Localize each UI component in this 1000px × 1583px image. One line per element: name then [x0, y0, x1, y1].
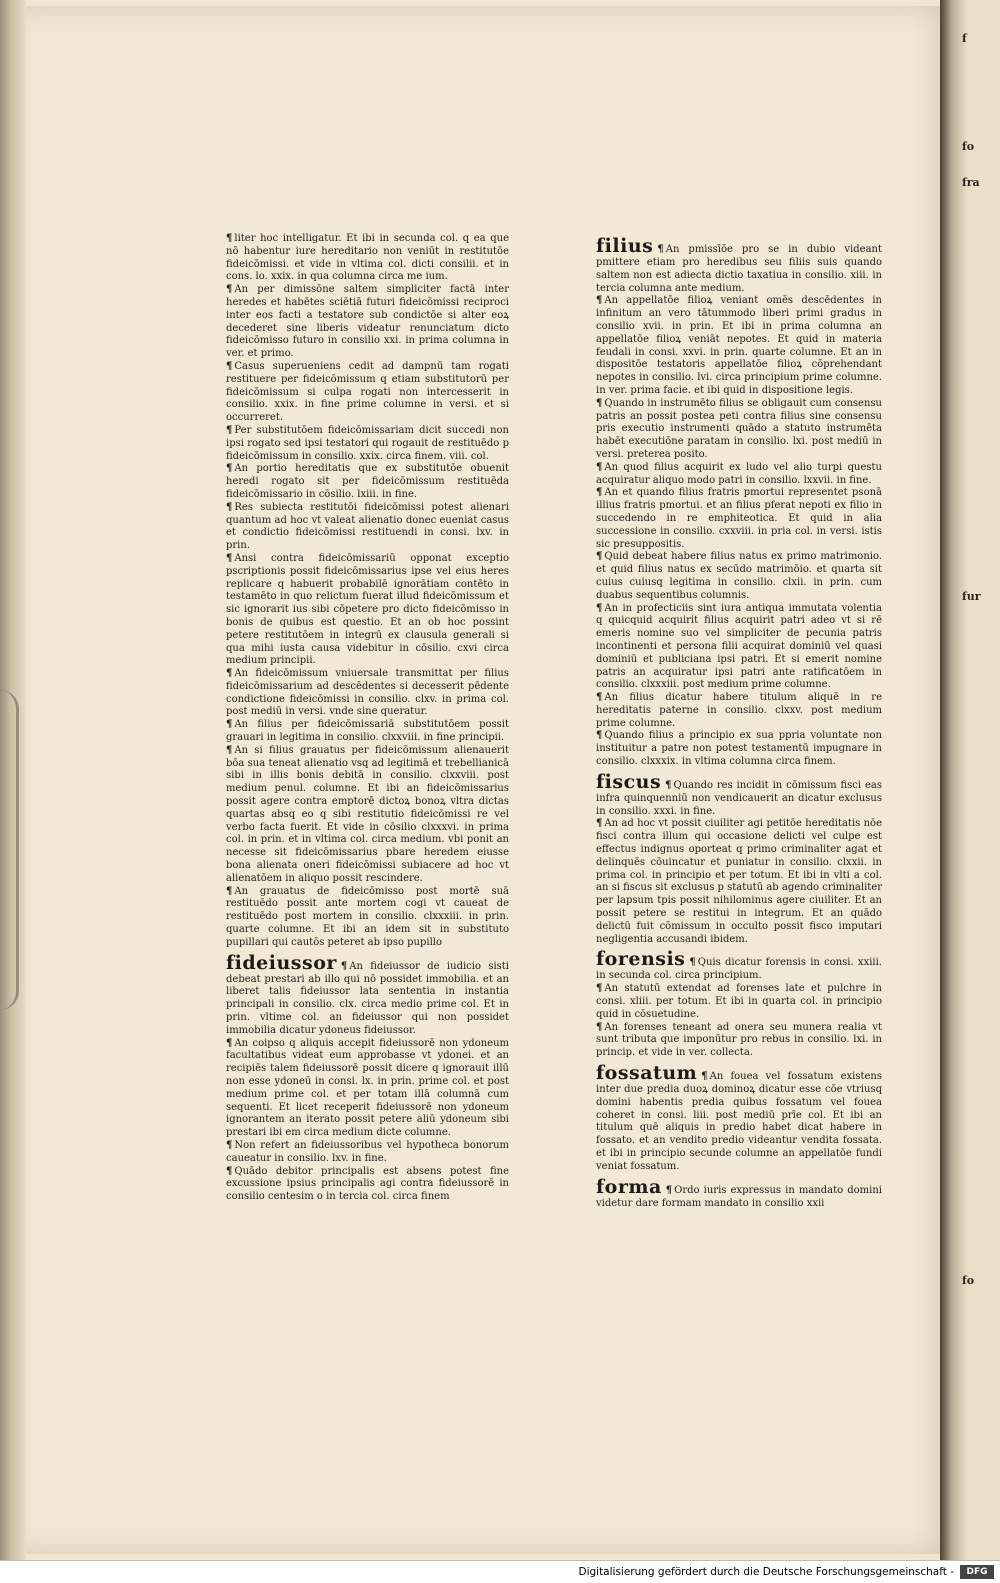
entry-text: An filius dicatur habere titulum aliquē in re hereditatis paterne in consilio. clxxv. post medium prime columne. — [596, 692, 882, 729]
fragment-line — [962, 840, 996, 858]
fragment-line — [962, 606, 996, 624]
fragment-line — [962, 192, 996, 210]
fragment-line — [962, 624, 996, 642]
text-entry — [596, 1174, 882, 1211]
footer-funding-text: Digitalisierung gefördert durch die Deutsche Forschungsgemeinschaft - — [578, 1566, 954, 1578]
entry-text: Per substitutōem fideicōmissariam dicit succedi non ipsi rogato sed ipsi testatori qui rogauit de restituēdo p fideicōmissum in consilio. xxix. circa finem. viii. col. — [226, 424, 509, 462]
text-entry — [596, 295, 882, 397]
pilcrow-icon: ¶ — [657, 244, 664, 255]
fragment-line — [962, 1002, 996, 1020]
fragment-line — [962, 750, 996, 768]
pilcrow-icon: ¶ — [596, 692, 603, 704]
fragment-line — [962, 390, 996, 408]
text-entry — [226, 668, 509, 719]
text-entry — [596, 730, 882, 768]
fragment-line — [962, 642, 996, 660]
fragment-line — [962, 912, 996, 930]
text-entry — [226, 950, 509, 1038]
entry-text: Quādo debitor principalis est absens potest fine excussione ipsius principalis agi contra fideiussorē in consilio centesim o in tercia col. circa finem — [226, 1165, 509, 1203]
fragment-line — [962, 678, 996, 696]
fragment-line — [962, 48, 996, 66]
fragment-line — [962, 408, 996, 426]
pilcrow-icon: ¶ — [226, 885, 233, 897]
pilcrow-icon: ¶ — [226, 1165, 233, 1177]
fragment-line — [962, 714, 996, 732]
pilcrow-icon: ¶ — [226, 1037, 233, 1049]
fragment-line — [962, 480, 996, 498]
entry-text: Quando res incidit in cōmissum fisci eas infra quinquenniū non vendicauerit an dicatur exclusus in consilio. xxxi. in fine. — [596, 779, 882, 817]
fragment-line — [962, 1020, 996, 1038]
entry-text: An in profecticiis sint iura antiqua immutata volentia q quicquid acquirit filius acquirit patri adeo vt si rē emeris nomine suo vel simpliciter de pecunia patris incontinenti et persona filii acquirat dominiū vel quasi dominiū et publiciana ipsi patri. Et si emerit nomine patris an acquiratur ipsi patri ante ratificatōem in consilio. clxxxiii. post medium prime columne. — [596, 602, 882, 691]
text-entry — [226, 233, 509, 284]
pilcrow-icon: ¶ — [226, 233, 233, 244]
pilcrow-icon: ¶ — [226, 1139, 233, 1151]
fragment-line — [962, 264, 996, 282]
entry-heading: filius — [596, 235, 654, 257]
entry-text: An per dimissōne saltem simpliciter factā inter heredes et habētes sciētiā futuri fideicōmissi reciproci inter eos facti a testatore sub condictōe si alter eoꝝ decederet sine liberis videatur renunciatum dicto fideicōmisso futuro in consilio xxi. in prima columna in ver. et primo. — [226, 284, 509, 360]
fragment-line: fra — [962, 176, 980, 189]
pilcrow-icon: ¶ — [226, 360, 233, 372]
fragment-line — [962, 84, 996, 102]
pilcrow-icon: ¶ — [596, 487, 603, 499]
entry-text: Quando in instrumēto filius se obligauit cum consensu patris an possit postea peti contra filius sine consensu pris executio instrumenti quādo a statuto instrumēta habēt executiōne paratam in consilio. lxi. post mediū in versi. preterea posito. — [596, 397, 882, 460]
fragment-line — [962, 228, 996, 246]
pilcrow-icon: ¶ — [596, 1021, 603, 1033]
text-entry — [596, 692, 882, 730]
fragment-line — [962, 300, 996, 318]
text-entry — [226, 886, 509, 950]
entry-text: Quando filius a principio ex sua ppria voluntate non instituitur a patre non potest testamentū impugnare in consilio. clxxxix. in vltima columna circa finem. — [596, 730, 882, 768]
pilcrow-icon: ¶ — [226, 424, 233, 436]
entry-text: liter hoc intelligatur. Et ibi in secunda col. q ea que nō habentur iure hereditario non veniūt in restitutōe fideicōmissi. et vide in vltima col. dicti consilii. et in cons. lo. xxix. in qua columna circa me ium. — [226, 233, 509, 283]
fragment-line: fur — [962, 590, 981, 603]
fragment-line — [962, 1038, 996, 1056]
fragment-line — [962, 1074, 996, 1092]
pilcrow-icon: ¶ — [226, 284, 233, 296]
entry-text: An grauatus de fideicōmisso post mortē suā restituēdo possit ante mortem cogi vt caueat de restituēdo post mortem in consilio. clxxxiii. in prin. quarte columne. Et ibi an idem sit in substituto pupillari qui cautōs peteret ab ipso pupillo — [226, 885, 509, 948]
fragment-line — [962, 1128, 996, 1146]
pilcrow-icon: ¶ — [340, 960, 348, 972]
entry-text: Casus superueniens cedit ad dampnū tam rogati restituere per fideicōmissum q etiam substitutorū per fideicōmissum si culpa rogati non intercesserit in consilio. xxix. in fine prime columne in versi. et si occurreret. — [226, 360, 509, 424]
entry-text: An statutū extendat ad forenses late et pulchre in consi. xliii. per totum. Et ibi in quarta col. in principio quid in cōsuetudine. — [596, 983, 882, 1020]
footer-bar — [0, 1560, 1000, 1583]
fragment-line — [962, 1200, 996, 1218]
fragment-line — [962, 1092, 996, 1110]
pilcrow-icon: ¶ — [596, 551, 603, 563]
fragment-line — [962, 732, 996, 750]
pilcrow-icon: ¶ — [226, 719, 233, 731]
entry-heading: fossatum — [596, 1062, 698, 1085]
fragment-line — [962, 336, 996, 354]
text-entry — [596, 946, 882, 983]
entry-heading: fideiussor — [226, 951, 337, 974]
entry-text: Non refert an fideiussoribus vel hypotheca bonorum caueatur in consilio. lxv. in fine. — [226, 1139, 509, 1164]
entry-text: An pmissīōe pro se in dubio videant pmittere etiam pro heredibus seu filiis suis quando saltem non est adiecta dictio taxatiua in consilio. xiii. in tercia columna ante medium. — [596, 244, 882, 294]
pilcrow-icon: ¶ — [596, 295, 603, 307]
fragment-line — [962, 570, 996, 588]
pilcrow-icon: ¶ — [701, 1071, 708, 1083]
text-entry — [226, 425, 509, 463]
fragment-line: f — [962, 32, 967, 45]
fragment-line — [962, 516, 996, 534]
fragment-line — [962, 948, 996, 966]
fragment-line — [962, 1164, 996, 1182]
pilcrow-icon: ¶ — [665, 1184, 673, 1196]
text-entry — [596, 487, 882, 551]
fragment-line — [962, 552, 996, 570]
fragment-line — [962, 786, 996, 804]
text-entry — [226, 553, 509, 668]
fragment-line — [962, 858, 996, 876]
pilcrow-icon: ¶ — [226, 501, 233, 513]
entry-text: An si filius grauatus per fideicōmissum alienauerit bōa sua teneat alienatio vsq ad legitimā et trebellianicā sibi in illis bonis debitā in consilio. clxxviii. post medium penul. columne. Et ibi an fideicōmissarius possit agere contra emptorē dictoꝝ bonoꝝ vltra dictas quartas absq eo q sibi restitutio fideicōmissi re vel verbo facta fuerit. Et vide in cōsilio clxxxvi. in prima col. in prin. et in vltima col. circa medium. vbi ponit an necesse sit fideicōmissarius pbare heredem eiusse bona alienata oneri fideicōmissi subiacere ad hoc vt alienatōem in aliquo possit rescindere. — [226, 744, 509, 884]
text-entry — [226, 719, 509, 745]
entry-text: An forenses teneant ad onera seu munera realia vt sunt tributa que imponūtur pro rebus in consilio. lxi. in princip. et vide in ver. collecta. — [596, 1021, 882, 1059]
left-text-column — [226, 233, 509, 1204]
fragment-line — [962, 1056, 996, 1074]
text-entry — [226, 361, 509, 425]
fragment-line — [962, 156, 996, 174]
fragment-line — [962, 102, 996, 120]
text-entry — [226, 745, 509, 886]
entry-text: An fideiussor de iudicio sisti debeat prestari ab illo qui nō possidet immobilia. et an liberet talis fideiussor lata sententia in instantia principali in consilio. clx. circa medio prime col. Et in prin. vltime col. an fideiussor qui non possidet immobilia dicatur ydoneus fideiussor. — [226, 960, 509, 1036]
fragment-line — [962, 660, 996, 678]
fragment-line — [962, 1254, 996, 1272]
fragment-line — [962, 372, 996, 390]
entry-text: An filius per fideicōmissariā substitutōem possit grauari in legitima in consilio. clxxviii. in fine principii. — [226, 719, 509, 744]
pilcrow-icon: ¶ — [665, 779, 672, 791]
fragment-line — [962, 1182, 996, 1200]
pilcrow-icon: ¶ — [596, 730, 603, 742]
text-entry — [226, 502, 509, 553]
pilcrow-icon: ¶ — [226, 744, 233, 756]
pilcrow-icon: ¶ — [596, 397, 603, 409]
fragment-line — [962, 1146, 996, 1164]
text-entry — [596, 769, 882, 819]
fragment-line — [962, 318, 996, 336]
entry-text: An fouea vel fossatum existens inter due predia duoꝝ dominoꝝ dicatur esse cōe vtriusq domini habentis predia quibus fossatum vel fouea coheret in consi. liii. post mediū prīe col. Et ibi an titulum quē aliquis in predio habet dicat habere in fossato. et an vendito predio videantur vendita fossata. et ibi in principio secunde columne an appellatōe fundi veniat fossatum. — [596, 1071, 882, 1172]
entry-text: An appellatōe filioꝝ veniant omēs descēdentes in infinitum an vero tātummodo liberi primi gradus in consilio xvii. in prin. Et ibi in prima columna an appellatōe filioꝝ veniāt nepotes. Et quid in materia feudali in consi. xxvi. in prin. quarte columne. Et an in dispositōe testatoris appellatōe filioꝝ cōprehendant nepotes in consilio. lvi. circa principium prime columne. in ver. prima facie. et ibi quid in dispositione legis. — [596, 295, 882, 396]
fragment-line — [962, 498, 996, 516]
entry-text: An coipso q aliquis accepit fideiussorē non ydoneum facultatibus videat eum approbasse vt ydonei. et an recipiēs talem fideiussorē possit dicere q ignorauit illū non esse ydoneū in consi. lx. in prin. prime col. et post medium prime col. et per totam illā columnā cum sequenti. Et licet receperit fideiussorē non ydoneum ignorantem an iterato possit petere aliū ydoneum sibi prestari ibi em circa medium dicte columne. — [226, 1037, 509, 1139]
binding-thread — [0, 690, 19, 1010]
pilcrow-icon: ¶ — [689, 957, 696, 969]
right-text-column — [596, 233, 882, 1210]
fragment-line — [962, 534, 996, 552]
fragment-line — [962, 1110, 996, 1128]
entry-text: An ad hoc vt possit ciuiliter agi petitōe hereditatis nōe fisci contra illum qui occasione delicti vel culpe est effectus indignus oporteat q primo criminaliter agat et delinquēs cōuincatur et puniatur in consilio. clxxii. in prima col. in principio et per totum. Et ibi in vlti a col. an si fiscus sit exclusus p statutū ab agendo criminaliter per lapsum tpis possit nihilominus agere ciuiliter. Et an possit petere se restitui in integrum. Et an quādo delictū fuit cōmissum in occulto possit fisco imputari negligentia accusandi ibidem. — [596, 818, 882, 945]
fragment-line: fo — [962, 140, 975, 153]
entry-text: Quis dicatur forensis in consi. xxiii. in secunda col. circa principium. — [596, 957, 882, 982]
entry-text: Quid debeat habere filius natus ex primo matrimonio. et quid filius natus ex secūdo matrimōio. et quarta sit cuius cuiusq legitima in consilio. clxii. in prin. cum duabus sequentibus columnis. — [596, 551, 882, 601]
text-entry — [226, 463, 509, 501]
text-entry — [596, 462, 882, 488]
entry-text: Ansi contra fideicōmissariū opponat exceptio pscriptionis possit fideicōmissarius ipse vel eius heres replicare q habuerit probabilē ignorātiam contēto in testamēto in quo relictum fuerat illud fideicōmissum et sic ignorarit ius sibi cōpetere pro dicto fideicōmisso in bonis de quibus est questio. Et an ob hoc possint petere restitutōem in integrū ex clausula generali si qua mihi iusta causa videbitur in cōsilio. cxvi circa medium principii. — [226, 552, 509, 667]
text-entry — [596, 1060, 882, 1174]
fragment-line — [962, 462, 996, 480]
entry-text: An quod filius acquirit ex ludo vel alio turpi questu acquiratur aliquo modo patri in consilio. lxxvii. in fine. — [596, 461, 882, 486]
fragment-line — [962, 1236, 996, 1254]
dfg-logo: DFG — [960, 1565, 994, 1579]
text-entry — [226, 1140, 509, 1166]
fragment-line — [962, 894, 996, 912]
fragment-line — [962, 696, 996, 714]
pilcrow-icon: ¶ — [596, 461, 603, 473]
fragment-line — [962, 876, 996, 894]
pilcrow-icon: ¶ — [596, 983, 603, 995]
pilcrow-icon: ¶ — [226, 463, 233, 475]
fragment-line — [962, 804, 996, 822]
fragment-line — [962, 210, 996, 228]
fragment-line — [962, 1218, 996, 1236]
pilcrow-icon: ¶ — [226, 668, 233, 680]
text-entry — [596, 603, 882, 693]
entry-text: An fideicōmissum vniuersale transmittat per filius fideicōmissarium ad descēdentes si decesserit pēdente condictione fideicōmissi in consilio. clxv. in prima col. post mediū in versi. vnde sine queratur. — [226, 668, 509, 718]
text-entry — [226, 1038, 509, 1140]
entry-text: Ordo iuris expressus in mandato domini videtur dare formam mandato in consilio xxii — [596, 1184, 882, 1209]
fragment-line — [962, 426, 996, 444]
text-entry — [226, 284, 509, 361]
text-entry — [226, 1166, 509, 1204]
fragment-line — [962, 930, 996, 948]
fragment-line: fo — [962, 1274, 975, 1287]
entry-heading: fiscus — [596, 770, 662, 793]
fragment-line — [962, 354, 996, 372]
fragment-line — [962, 282, 996, 300]
fragment-line — [962, 246, 996, 264]
fragment-line — [962, 120, 996, 138]
entry-heading: forensis — [596, 948, 686, 971]
entry-heading: forma — [596, 1175, 662, 1198]
fragment-line — [962, 66, 996, 84]
entry-text: Res subiecta restitutōi fideicōmissi potest alienari quantum ad hoc vt valeat alienatio donec eueniat casus et condictio fideicōmissi restituendi in consi. lxv. in prin. — [226, 501, 509, 552]
fragment-line — [962, 984, 996, 1002]
fragment-line — [962, 966, 996, 984]
pilcrow-icon: ¶ — [596, 602, 603, 614]
entry-text: An et quando filius fratris pmortui representet psonā illius fratris pmortui. et an filius pferat nepoti ex filio in succedendo in re emphiteotica. Et quid in alia successione in consilio. cxxviii. in pria col. in versi. istis sic presuppositis. — [596, 487, 882, 550]
text-entry — [596, 233, 882, 295]
fragment-line — [962, 768, 996, 786]
text-entry — [596, 818, 882, 946]
text-entry — [596, 983, 882, 1021]
fragment-line — [962, 444, 996, 462]
text-entry — [596, 551, 882, 602]
text-entry — [596, 1022, 882, 1060]
fragment-line — [962, 822, 996, 840]
entry-text: An portio hereditatis que ex substitutōe obuenit heredi rogato sit per fideicōmissum restituēda fideicōmissario in cōsilio. lxiii. in fine. — [226, 463, 509, 500]
next-page-fragment — [962, 30, 996, 1530]
pilcrow-icon: ¶ — [596, 818, 603, 830]
pilcrow-icon: ¶ — [226, 552, 233, 564]
text-entry — [596, 398, 882, 462]
